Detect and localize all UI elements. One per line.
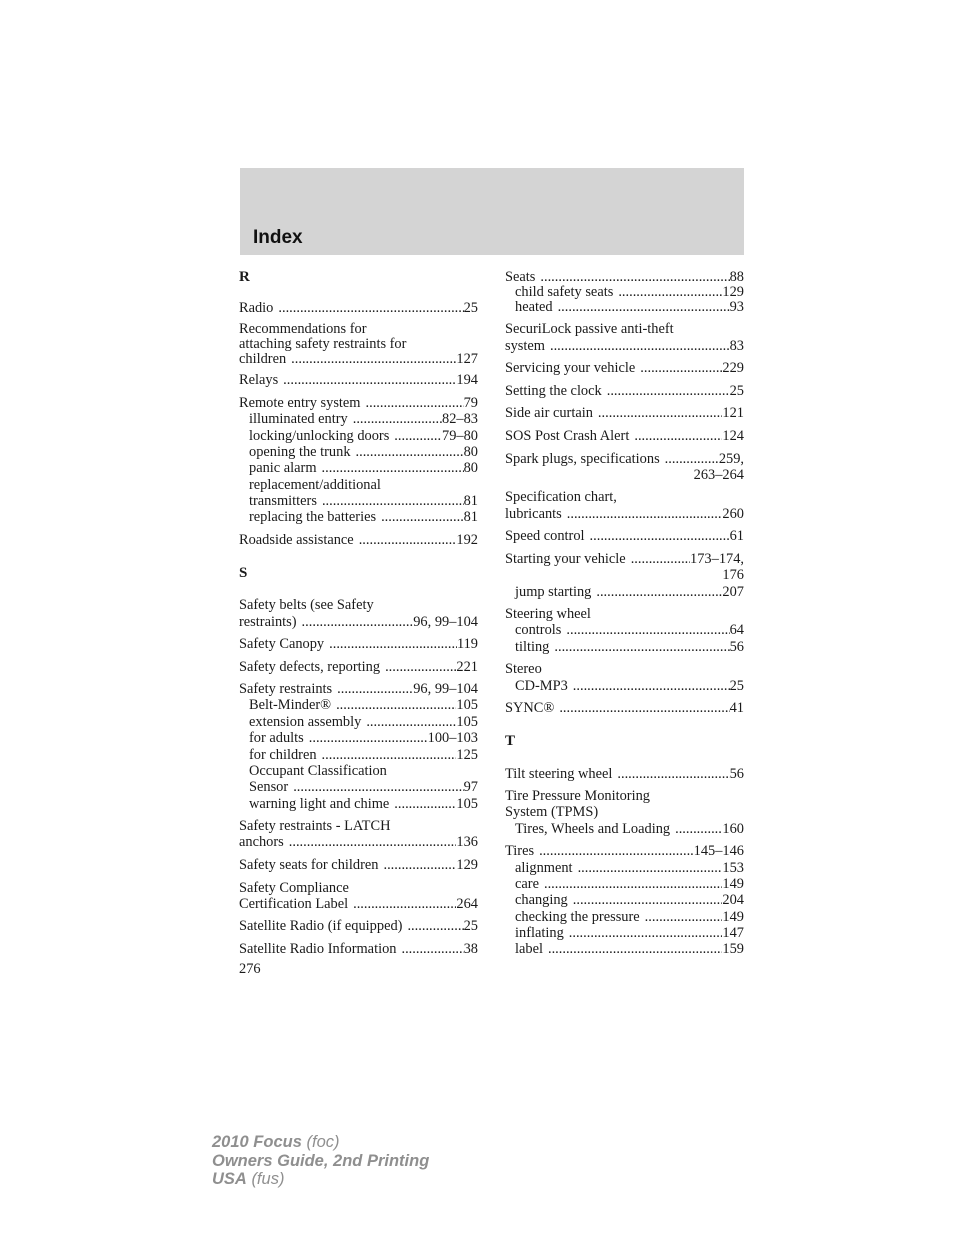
entry-term: Remote entry system: [239, 395, 361, 411]
dot-leader: [359, 532, 457, 549]
entry-term: child safety seats: [515, 284, 614, 300]
entry-page-ref: 149: [722, 876, 744, 892]
dot-leader: [283, 372, 456, 389]
dot-leader: [598, 405, 722, 422]
dot-leader: [293, 779, 463, 796]
entry-term: Starting your vehicle: [505, 551, 626, 567]
entry-term: controls: [515, 622, 562, 638]
entry-term: inflating: [515, 925, 564, 941]
entry-page-ref: 159: [722, 941, 744, 957]
index-entry-children: [239, 351, 478, 368]
index-entry-servicing-your-vehicle: [505, 360, 744, 377]
index-entry-anchors: [239, 834, 478, 851]
entry-term: Satellite Radio (if equipped): [239, 918, 403, 934]
entry-page-ref: 25: [463, 300, 478, 316]
entry-term: warning light and chime: [249, 796, 390, 812]
entry-term: SOS Post Crash Alert: [505, 428, 630, 444]
index-entry-care: [515, 876, 744, 893]
index-entry-illuminated-entry: [249, 411, 478, 428]
index-entry-safety-seats-for-children: [239, 857, 478, 874]
index-entry-controls: [515, 622, 744, 639]
entry-term: alignment: [515, 860, 573, 876]
entry-page-ref: 25: [729, 678, 744, 694]
dot-leader: [394, 428, 442, 445]
index-entry-safety-defects-reporting: [239, 659, 478, 676]
entry-page-ref: 119: [456, 636, 478, 652]
index-entry-opening-the-trunk: [249, 444, 478, 461]
index-heading-line: attaching safety restraints for: [239, 336, 407, 352]
entry-term: CD-MP3: [515, 678, 568, 694]
dot-leader: [539, 843, 694, 860]
entry-page-ref: 100–103: [427, 730, 478, 746]
entry-term: Tilt steering wheel: [505, 766, 613, 782]
index-entry-alignment: [515, 860, 744, 877]
dot-leader: [607, 383, 730, 400]
entry-term: restraints): [239, 614, 297, 630]
index-entry-for-children: [249, 747, 478, 764]
entry-term: locking/unlocking doors: [249, 428, 390, 444]
entry-term: Side air curtain: [505, 405, 593, 421]
section-letter-s: S: [239, 565, 248, 581]
entry-term: Sensor: [249, 779, 289, 795]
entry-term: illuminated entry: [249, 411, 348, 427]
index-heading-line: Safety Compliance: [239, 880, 349, 896]
entry-term: Safety restraints: [239, 681, 333, 697]
entry-term: jump starting: [515, 584, 592, 600]
entry-term: Servicing your vehicle: [505, 360, 636, 376]
dot-leader: [356, 444, 464, 461]
entry-term: Safety Canopy: [239, 636, 325, 652]
page-title: Index: [253, 227, 303, 248]
dot-leader: [407, 918, 463, 935]
entry-term: heated: [515, 299, 553, 315]
index-entry-starting-your-vehicle: [505, 551, 744, 568]
entry-term: SYNC®: [505, 700, 555, 716]
entry-page-ref: 88: [729, 269, 744, 285]
entry-page-ref: 25: [463, 918, 478, 934]
index-heading-line: Safety belts (see Safety: [239, 597, 374, 613]
entry-page-ref: 264: [456, 896, 478, 912]
dot-leader: [645, 909, 723, 926]
entry-term: Tires, Wheels and Loading: [515, 821, 671, 837]
dot-leader: [544, 876, 722, 893]
entry-page-ref: 207: [722, 584, 744, 600]
entry-term: changing: [515, 892, 568, 908]
index-entry-heated: [515, 299, 744, 316]
index-entry-sos-post-crash-alert: [505, 428, 744, 445]
dot-leader: [291, 351, 456, 368]
dot-leader: [675, 821, 722, 838]
entry-term: Belt-Minder®: [249, 697, 332, 713]
entry-page-ref: 82–83: [442, 411, 478, 427]
index-entry-panic-alarm: [249, 460, 478, 477]
entry-page-ref: 96, 99–104: [413, 614, 478, 630]
dot-leader: [569, 925, 723, 942]
index-heading-line: Specification chart,: [505, 489, 617, 505]
entry-page-ref: 79: [463, 395, 478, 411]
index-entry-jump-starting: [515, 584, 744, 601]
entry-page-ref: 64: [729, 622, 744, 638]
index-entry-roadside-assistance: [239, 532, 478, 549]
entry-page-ref: 25: [729, 383, 744, 399]
dot-leader: [617, 766, 729, 783]
entry-term: transmitters: [249, 493, 317, 509]
index-entry-warning-light-and-chime: [249, 796, 478, 813]
index-entry-changing: [515, 892, 744, 909]
index-heading-line: Stereo: [505, 661, 542, 677]
index-entry-transmitters: [249, 493, 478, 510]
index-heading-line: replacement/additional: [249, 477, 381, 493]
entry-page-ref: 194: [456, 372, 478, 388]
footer-guide-line: [212, 1152, 429, 1171]
index-entry-belt-minder: [249, 697, 478, 714]
index-entry-radio: [239, 300, 478, 317]
index-entry-satellite-radio-if-equipped: [239, 918, 478, 935]
entry-term: system: [505, 338, 545, 354]
entry-term: Setting the clock: [505, 383, 602, 399]
index-entry-inflating: [515, 925, 744, 942]
dot-leader: [383, 857, 456, 874]
page-number: 276: [239, 961, 261, 977]
dot-leader: [336, 697, 456, 714]
dot-leader: [302, 614, 414, 631]
entry-page-ref: 121: [722, 405, 744, 421]
dot-leader: [590, 528, 730, 545]
index-entry-for-adults: [249, 730, 478, 747]
entry-page-ref: 147: [722, 925, 744, 941]
dot-leader: [631, 551, 690, 568]
entry-term: for children: [249, 747, 317, 763]
entry-page-ref: 80: [463, 444, 478, 460]
dot-leader: [640, 360, 722, 377]
index-entry-relays: [239, 372, 478, 389]
entry-page-ref: 260: [722, 506, 744, 522]
index-entry-lubricants: [505, 506, 744, 523]
index-heading-line: Tire Pressure Monitoring: [505, 788, 650, 804]
entry-page-ref: 153: [722, 860, 744, 876]
dot-leader: [381, 509, 464, 526]
index-entry-tires-wheels-and-loading: [515, 821, 744, 838]
dot-leader: [353, 896, 456, 913]
footer-model-code: (foc): [306, 1133, 340, 1151]
footer-model: 2010 Focus: [212, 1133, 302, 1151]
entry-term: Speed control: [505, 528, 585, 544]
dot-leader: [322, 460, 464, 477]
section-letter-t: T: [505, 733, 516, 749]
entry-term: tilting: [515, 639, 550, 655]
entry-page-ref: 129: [722, 284, 744, 300]
dot-leader: [401, 941, 463, 958]
entry-page-ref: 149: [722, 909, 744, 925]
entry-page-ref: 192: [456, 532, 478, 548]
index-entry-label: [515, 941, 744, 958]
index-entry-locking-unlocking-doors: [249, 428, 478, 445]
entry-term: extension assembly: [249, 714, 362, 730]
entry-term: anchors: [239, 834, 284, 850]
index-header-band: [240, 168, 744, 255]
dot-leader: [337, 681, 413, 698]
dot-leader: [309, 730, 428, 747]
dot-leader: [366, 395, 464, 412]
dot-leader: [596, 584, 722, 601]
dot-leader: [322, 493, 464, 510]
index-entry-remote-entry-system: [239, 395, 478, 412]
entry-page-ref: 97: [463, 779, 478, 795]
entry-term: Spark plugs, specifications: [505, 451, 660, 467]
entry-page-ref: 56: [729, 639, 744, 655]
index-entry-speed-control: [505, 528, 744, 545]
entry-page-ref: 96, 99–104: [413, 681, 478, 697]
dot-leader: [385, 659, 456, 676]
footer: [212, 1133, 429, 1189]
index-entry-extension-assembly: [249, 714, 478, 731]
index-entry-safety-canopy: [239, 636, 478, 653]
index-entry-system: [505, 338, 744, 355]
entry-page-ref: 259,: [718, 451, 744, 467]
entry-page-ref: 204: [722, 892, 744, 908]
entry-page-ref: 229: [722, 360, 744, 376]
dot-leader: [289, 834, 457, 851]
entry-term: Certification Label: [239, 896, 349, 912]
entry-page-ref: 83: [729, 338, 744, 354]
entry-term: Seats: [505, 269, 536, 285]
footer-market-code: (fus): [251, 1170, 285, 1188]
entry-page-ref: 81: [463, 509, 478, 525]
entry-term: checking the pressure: [515, 909, 640, 925]
entry-page-ref: 145–146: [693, 843, 744, 859]
dot-leader: [566, 622, 729, 639]
index-heading-line: System (TPMS): [505, 804, 599, 820]
dot-leader: [573, 678, 730, 695]
entry-page-ref: 80: [463, 460, 478, 476]
entry-term: Roadside assistance: [239, 532, 354, 548]
entry-page-ref: 61: [729, 528, 744, 544]
entry-page-ref: 127: [456, 351, 478, 367]
entry-term: replacing the batteries: [249, 509, 377, 525]
dot-leader: [578, 860, 723, 877]
entry-page-ref: 221: [456, 659, 478, 675]
dot-leader: [554, 639, 729, 656]
index-entry-tilting: [515, 639, 744, 656]
dot-leader: [353, 411, 442, 428]
index-entry-cd-mp3: [515, 678, 744, 695]
entry-term: for adults: [249, 730, 304, 746]
entry-term: lubricants: [505, 506, 562, 522]
index-heading-line: Recommendations for: [239, 321, 367, 337]
index-entry-tilt-steering-wheel: [505, 766, 744, 783]
footer-market: USA: [212, 1170, 247, 1188]
index-entry-replacing-the-batteries: [249, 509, 478, 526]
index-heading-line: Steering wheel: [505, 606, 591, 622]
index-entry-tires: [505, 843, 744, 860]
dot-leader: [366, 714, 456, 731]
entry-page-ref: 124: [722, 428, 744, 444]
dot-leader: [550, 338, 730, 355]
index-page-continuation: 176: [722, 567, 744, 583]
entry-term: children: [239, 351, 287, 367]
entry-page-ref: 38: [463, 941, 478, 957]
entry-page-ref: 173–174,: [690, 551, 744, 567]
entry-term: opening the trunk: [249, 444, 351, 460]
entry-page-ref: 93: [729, 299, 744, 315]
index-entry-checking-the-pressure: [515, 909, 744, 926]
entry-term: Radio: [239, 300, 274, 316]
entry-page-ref: 105: [456, 796, 478, 812]
entry-term: Satellite Radio Information: [239, 941, 397, 957]
dot-leader: [548, 941, 722, 958]
entry-page-ref: 125: [456, 747, 478, 763]
entry-page-ref: 136: [456, 834, 478, 850]
dot-leader: [322, 747, 457, 764]
footer-guide: Owners Guide, 2nd Printing: [212, 1151, 430, 1170]
entry-page-ref: 129: [456, 857, 478, 873]
entry-page-ref: 41: [729, 700, 744, 716]
index-page-continuation: 263–264: [693, 467, 744, 483]
index-entry-safety-restraints: [239, 681, 478, 698]
dot-leader: [567, 506, 723, 523]
dot-leader: [558, 299, 730, 316]
index-entry-satellite-radio-information: [239, 941, 478, 958]
entry-term: care: [515, 876, 539, 892]
entry-page-ref: 105: [456, 697, 478, 713]
dot-leader: [329, 636, 457, 653]
index-entry-setting-the-clock: [505, 383, 744, 400]
index-entry-spark-plugs-specifications: [505, 451, 744, 468]
entry-page-ref: 79–80: [442, 428, 478, 444]
entry-term: Relays: [239, 372, 279, 388]
dot-leader: [634, 428, 722, 445]
index-entry-certification-label: [239, 896, 478, 913]
entry-page-ref: 56: [729, 766, 744, 782]
footer-model-line: [212, 1133, 429, 1152]
dot-leader: [559, 700, 729, 717]
index-heading-line: SecuriLock passive anti-theft: [505, 321, 674, 337]
dot-leader: [394, 796, 456, 813]
entry-page-ref: 105: [456, 714, 478, 730]
dot-leader: [573, 892, 723, 909]
index-entry-sensor: [249, 779, 478, 796]
index-entry-restraints: [239, 614, 478, 631]
dot-leader: [278, 300, 463, 317]
entry-term: Tires: [505, 843, 535, 859]
entry-term: label: [515, 941, 543, 957]
index-heading-line: Safety restraints - LATCH: [239, 818, 391, 834]
entry-term: Safety seats for children: [239, 857, 379, 873]
index-entry-side-air-curtain: [505, 405, 744, 422]
footer-market-line: [212, 1170, 429, 1189]
entry-page-ref: 81: [463, 493, 478, 509]
entry-page-ref: 160: [722, 821, 744, 837]
dot-leader: [665, 451, 719, 468]
entry-term: panic alarm: [249, 460, 317, 476]
index-entry-sync: [505, 700, 744, 717]
index-heading-line: Occupant Classification: [249, 763, 387, 779]
entry-term: Safety defects, reporting: [239, 659, 381, 675]
section-letter-r: R: [239, 269, 250, 285]
